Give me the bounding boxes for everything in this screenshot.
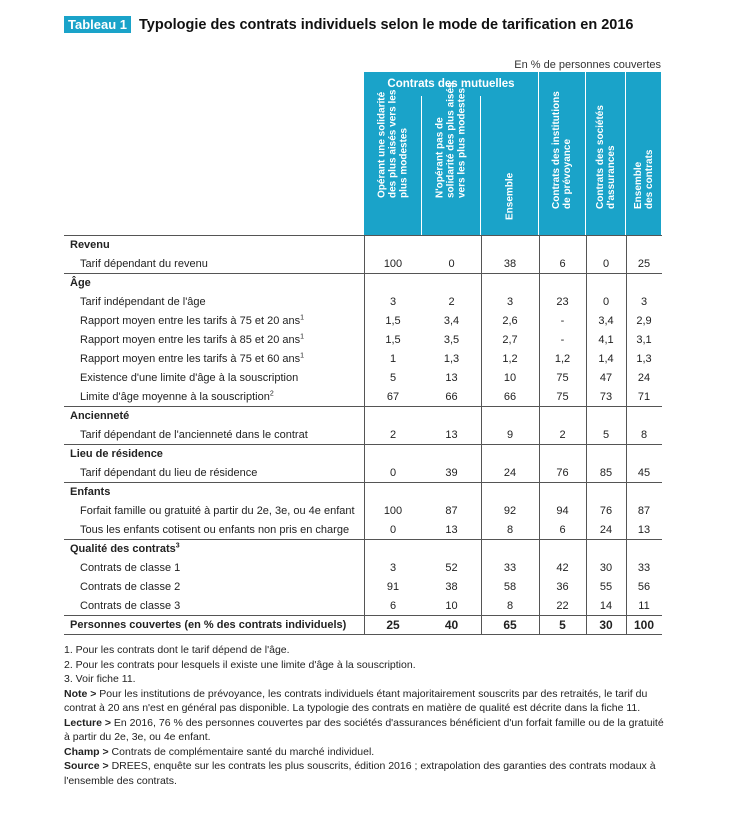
row-label: Rapport moyen entre les tarifs à 75 et 60 ans$^1$: [80, 351, 305, 365]
table-cell: 24: [503, 466, 517, 479]
column-header-label: Contrats des sociétés d'assurances: [594, 105, 617, 209]
table-cell: 100: [383, 257, 403, 270]
table-cell: 1: [389, 352, 397, 365]
table-row: [64, 387, 662, 406]
table-cell: 87: [637, 504, 651, 517]
table-cell: 5: [389, 371, 397, 384]
table-cell: 0: [448, 257, 455, 270]
table-cell: 22: [556, 599, 569, 612]
row-label: Limite d'âge moyenne à la souscription$^2$: [80, 389, 274, 403]
table-cell: 8: [506, 599, 514, 612]
row-label: Enfants: [70, 485, 111, 498]
column-header-label: N'opérant pas de solidarité des plus aisés vers les plus modestes: [434, 82, 468, 198]
total-row: [64, 615, 662, 634]
row-divider: [64, 482, 662, 483]
row-label: Existence d'une limite d'âge à la souscription: [80, 371, 299, 384]
row-label: Ancienneté: [70, 409, 130, 422]
table-cell: 1,2: [502, 352, 518, 365]
table-cell: 0: [389, 523, 397, 536]
table-cell: 100: [383, 504, 403, 517]
footnote: Lecture > En 2016, 76 % des personnes couvertes par des sociétés d'assurances bénéficient d'un forfait famille ou de la gratuité à partir du 2e, 3e, ou 4e enfant.: [64, 716, 664, 743]
table-cell: 13: [445, 523, 458, 536]
table-cell: 2: [389, 428, 397, 441]
column-header-6: [626, 72, 662, 235]
column-header-label: Ensemble: [504, 172, 515, 220]
footnote: 3. Voir fiche 11.: [64, 673, 136, 685]
table-cell: 75: [556, 371, 569, 384]
table-cell: 66: [503, 390, 517, 403]
table-cell: -: [560, 314, 565, 327]
table-row: [64, 330, 662, 349]
row-label: Tarif dépendant du revenu: [80, 257, 208, 270]
table-cell: 0: [602, 257, 610, 270]
table-cell: 92: [503, 504, 517, 517]
row-label: Personnes couvertes (en % des contrats individuels): [70, 618, 347, 631]
unit-label: En % de personnes couvertes: [514, 59, 661, 71]
table-cell: 24: [637, 371, 651, 384]
row-label: Revenu: [70, 238, 110, 251]
footnote-ref: 1: [300, 351, 305, 359]
column-header-4: [539, 72, 586, 235]
table-cell: 91: [386, 580, 400, 593]
table-cell: 94: [556, 504, 569, 517]
column-divider: [626, 235, 627, 634]
table-cell: 5: [559, 617, 566, 632]
table-cell: 30: [599, 617, 613, 632]
footnote-ref: 1: [300, 313, 305, 321]
table-cell: 6: [389, 599, 397, 612]
table-cell: 3: [389, 561, 397, 574]
footnotes: [64, 643, 669, 788]
row-label: Contrats de classe 2: [80, 580, 181, 593]
table-badge: Tableau 1: [64, 16, 131, 33]
table-cell: 10: [503, 371, 517, 384]
table-row: [64, 596, 662, 615]
section-row: [64, 235, 662, 254]
table-cell: 1,4: [598, 352, 614, 365]
table-cell: 36: [556, 580, 569, 593]
table-cell: 11: [638, 599, 650, 612]
table-cell: 3: [389, 295, 397, 308]
table-row: [64, 425, 662, 444]
table-cell: 33: [637, 561, 651, 574]
column-divider: [586, 235, 587, 634]
table-cell: 30: [599, 561, 613, 574]
table-cell: 3,5: [443, 333, 460, 346]
row-label: Tous les enfants cotisent ou enfants non pris en charge: [80, 523, 350, 536]
table-cell: 25: [637, 257, 651, 270]
row-divider: [64, 444, 662, 445]
row-label: Rapport moyen entre les tarifs à 75 et 20 ans$^1$: [80, 313, 305, 327]
row-divider: [64, 615, 662, 616]
section-row: [64, 406, 662, 425]
table-cell: 85: [599, 466, 613, 479]
table-cell: 0: [389, 466, 397, 479]
table-row: [64, 463, 662, 482]
row-label: Forfait famille ou gratuité à partir du 2e, 3e, ou 4e enfant: [80, 504, 355, 517]
table-cell: 5: [602, 428, 610, 441]
table-row: [64, 349, 662, 368]
footnote: Source > DREES, enquête sur les contrats les plus souscrits, édition 2016 ; extrapolation des garanties des contrats modaux à l'ensemble des contrats.: [64, 760, 656, 787]
table-cell: 1,2: [554, 352, 571, 365]
table-row: [64, 368, 662, 387]
table-cell: 42: [556, 561, 569, 574]
table-cell: 33: [503, 561, 517, 574]
table-cell: 2,7: [502, 333, 518, 346]
table-cell: 8: [640, 428, 648, 441]
table-cell: 2,9: [636, 314, 652, 327]
table-cell: 55: [599, 580, 613, 593]
column-divider: [539, 235, 540, 634]
table-cell: 3: [506, 295, 514, 308]
table-cell: 66: [445, 390, 458, 403]
table-cell: 8: [506, 523, 514, 536]
row-divider: [64, 539, 662, 540]
row-label: Lieu de résidence: [70, 447, 163, 460]
section-row: [64, 273, 662, 292]
table-row: [64, 292, 662, 311]
table-cell: 1,5: [385, 314, 401, 327]
table-cell: 73: [599, 390, 613, 403]
table-cell: 3,4: [443, 314, 460, 327]
row-label: Âge: [70, 276, 91, 289]
column-header-2: [422, 82, 481, 235]
table-cell: 87: [445, 504, 458, 517]
column-divider: [364, 235, 365, 634]
table-cell: 25: [386, 617, 400, 632]
column-header-3: [481, 96, 539, 235]
table-cell: 100: [633, 617, 655, 632]
footnote: Champ > Contrats de complémentaire santé du marché individuel.: [64, 745, 375, 758]
table-cell: 9: [506, 428, 514, 441]
table-cell: 3,4: [598, 314, 614, 327]
table-cell: 4,1: [598, 333, 614, 346]
column-header-1: [364, 89, 422, 235]
column-header-label: Ensemble des contrats: [632, 149, 655, 209]
table-cell: 0: [602, 295, 610, 308]
table-row: [64, 311, 662, 330]
column-header-label: Opérant une solidarité des plus aisés vers les plus modestes: [376, 89, 409, 198]
table-row: [64, 254, 662, 273]
table-cell: 52: [445, 561, 458, 574]
section-row: [64, 444, 662, 463]
table-cell: 2: [559, 428, 566, 441]
column-divider: [481, 235, 482, 634]
row-divider: [64, 634, 662, 635]
table-cell: 58: [503, 580, 517, 593]
table-cell: 71: [637, 390, 651, 403]
footnote: 1. Pour les contrats dont le tarif dépend de l'âge.: [64, 644, 290, 656]
table-cell: 38: [445, 580, 458, 593]
table-row: [64, 558, 662, 577]
footnote-ref: 1: [300, 332, 305, 340]
footnote-ref: 2: [269, 389, 274, 397]
table-title: Typologie des contrats individuels selon le mode de tarification en 2016: [139, 16, 634, 33]
table-cell: 76: [556, 466, 569, 479]
row-label: Tarif indépendant de l'âge: [80, 295, 206, 308]
column-header-5: [586, 72, 626, 235]
table-header: [364, 72, 662, 235]
row-label: Rapport moyen entre les tarifs à 85 et 20 ans$^1$: [80, 332, 305, 346]
table-cell: 24: [599, 523, 613, 536]
table-row: [64, 577, 662, 596]
table-cell: 23: [556, 295, 569, 308]
section-row: [64, 539, 662, 558]
table-cell: 47: [599, 371, 613, 384]
table-cell: 45: [637, 466, 651, 479]
row-label: Qualité des contrats$^3$: [70, 541, 180, 555]
table-cell: 1,5: [385, 333, 401, 346]
table-cell: 56: [637, 580, 651, 593]
table-cell: 3,1: [636, 333, 652, 346]
table-cell: 1,3: [443, 352, 460, 365]
row-label: Contrats de classe 3: [80, 599, 181, 612]
table-cell: 13: [637, 523, 651, 536]
row-divider: [64, 406, 662, 407]
row-divider: [64, 273, 662, 274]
table-cell: 6: [559, 257, 566, 270]
section-row: [64, 482, 662, 501]
table-cell: 1,3: [636, 352, 652, 365]
table-cell: 13: [445, 371, 458, 384]
column-header-label: Contrats des institutions de prévoyance: [551, 91, 573, 209]
table-cell: 2: [448, 295, 455, 308]
row-label: Tarif dépendant de l'ancienneté dans le contrat: [80, 428, 308, 441]
table-cell: 65: [503, 617, 517, 632]
footnote: 2. Pour les contrats pour lesquels il existe une limite d'âge à la souscription.: [64, 658, 416, 671]
row-divider: [64, 235, 662, 236]
table-cell: 67: [386, 390, 400, 403]
row-label: Tarif dépendant du lieu de résidence: [80, 466, 258, 479]
table-cell: 75: [556, 390, 569, 403]
footnote-ref: 3: [175, 541, 180, 549]
footnote: Note > Pour les institutions de prévoyance, les contrats individuels étant majoritairement souscrits par des retraités, le tarif du contrat à 20 ans n'est en général pas disponible. La typologie des contrats en matière de qualité est décrite dans la fiche 11.: [64, 687, 648, 714]
group-header-mutuelles: Contrats des mutuelles: [364, 72, 539, 96]
table-cell: 10: [445, 599, 458, 612]
table-cell: 39: [445, 466, 458, 479]
table-cell: 13: [445, 428, 458, 441]
table-cell: 76: [599, 504, 613, 517]
table-cell: 14: [599, 599, 613, 612]
row-label: Contrats de classe 1: [80, 561, 181, 574]
table-cell: 6: [559, 523, 566, 536]
table-cell: 38: [503, 257, 517, 270]
table-title-bar: [64, 16, 633, 33]
table-cell: 2,6: [502, 314, 518, 327]
table-cell: 3: [640, 295, 648, 308]
table-cell: 40: [444, 617, 459, 632]
table-cell: -: [560, 333, 565, 346]
table-row: [64, 501, 662, 520]
table-row: [64, 520, 662, 539]
